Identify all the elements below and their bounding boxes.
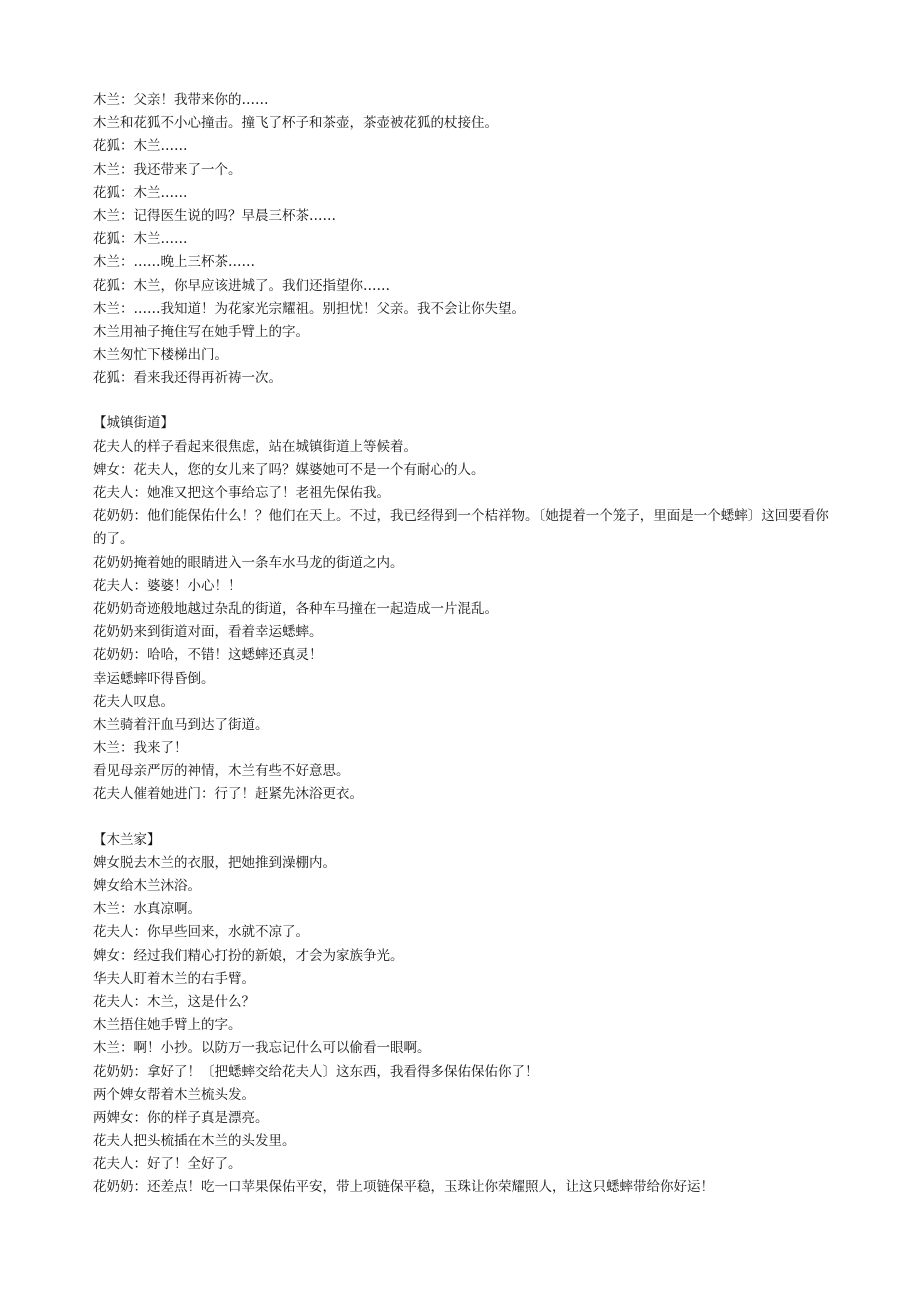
text-line: 花奶奶：哈哈，不错！这蟋蟀还真灵！ (93, 647, 323, 664)
text-line: 木兰用袖子掩住写在她手臂上的字。 (93, 323, 309, 340)
text-line: 花奶奶掩着她的眼睛进入一条车水马龙的街道之内。 (93, 554, 404, 571)
text-line: 看见母亲严厉的神情，木兰有些不好意思。 (93, 763, 350, 780)
text-line: 花夫人叹息。 (93, 693, 174, 710)
text-line: 木兰：记得医生说的吗？早晨三杯茶…… (93, 207, 336, 224)
text-line: 花夫人：你早些回来，水就不凉了。 (93, 924, 309, 941)
text-line: 木兰骑着汗血马到达了街道。 (93, 716, 269, 733)
section-gap (93, 807, 833, 829)
text-line: 两婢女：你的样子真是漂亮。 (93, 1109, 269, 1126)
text-line: 木兰：啊！小抄。以防万一我忘记什么可以偷看一眼啊。 (93, 1040, 431, 1057)
text-line: 花狐：看来我还得再祈祷一次。 (93, 370, 282, 387)
text-line: 花夫人催着她进门：行了！赶紧先沐浴更衣。 (93, 786, 363, 803)
text-line: 花夫人把头梳插在木兰的头发里。 (93, 1133, 296, 1150)
text-line: 木兰：父亲！我带来你的…… (93, 92, 269, 108)
text-line: 婢女给木兰沐浴。 (93, 878, 201, 895)
text-line: 花狐：木兰…… (93, 184, 188, 201)
text-line: 花奶奶：还差点！吃一口苹果保佑平安，带上项链保平稳，玉珠让你荣耀照人，让这只蟋蟀带给你好运！ (93, 1179, 714, 1196)
text-line: 花奶奶：拿好了！〔把蟋蟀交给花夫人〕这东西，我看得多保佑保佑你了！ (93, 1063, 539, 1080)
text-line: 华夫人盯着木兰的右手臂。 (93, 970, 255, 987)
text-line: 木兰：水真凉啊。 (93, 901, 201, 918)
text-line: 花狐：木兰…… (93, 138, 188, 155)
text-line: 婢女脱去木兰的衣服，把她推到澡棚内。 (93, 854, 336, 871)
text-line: 花夫人的样子看起来很焦虑，站在城镇街道上等候着。 (93, 438, 417, 455)
script-text (93, 89, 833, 1200)
scene-3 (93, 829, 833, 1200)
text-line: 花狐：木兰…… (93, 231, 188, 248)
text-line: 花夫人：婆婆！小心！！ (93, 577, 242, 594)
text-line: 婢女：花夫人，您的女儿来了吗？媒婆她可不是一个有耐心的人。 (93, 461, 485, 478)
text-line: 两个婢女帮着木兰梳头发。 (93, 1086, 255, 1103)
text-line: 木兰：我还带来了一个。 (93, 161, 242, 178)
text-line: 木兰：……晚上三杯茶…… (93, 254, 255, 271)
text-line: 花奶奶：他们能保佑什么！？他们在天上。不过，我已经得到一个桔祥物。〔她提着一个笼子，里面是一个蟋蟀〕这回要看你的了。 (93, 508, 829, 548)
text-line: 木兰：我来了！ (93, 740, 188, 757)
text-line: 花奶奶奇迹般地越过杂乱的街道，各种车马撞在一起造成一片混乱。 (93, 600, 498, 617)
text-line: 木兰捂住她手臂上的字。 (93, 1017, 242, 1034)
section-gap (93, 390, 833, 412)
text-line: 花夫人：好了！全好了。 (93, 1156, 242, 1173)
scene-heading: 【城镇街道】 (93, 415, 174, 432)
text-line: 木兰和花狐不小心撞击。撞飞了杯子和茶壶，茶壶被花狐的杖接住。 (93, 115, 498, 132)
text-line: 木兰：……我知道！为花家光宗耀祖。别担忧！父亲。我不会让你失望。 (93, 300, 525, 317)
text-line: 花夫人：她准又把这个事给忘了！老祖先保佑我。 (93, 485, 390, 501)
scene-heading: 【木兰家】 (93, 831, 161, 848)
text-line: 花夫人：木兰，这是什么？ (93, 993, 255, 1010)
text-line: 婢女：经过我们精心打扮的新娘，才会为家族争光。 (93, 947, 404, 964)
text-line: 花奶奶来到街道对面，看着幸运蟋蟀。 (93, 624, 323, 641)
text-line: 花狐：木兰，你早应该进城了。我们还指望你…… (93, 277, 390, 294)
text-line: 木兰匆忙下楼梯出门。 (93, 347, 228, 364)
scene-1 (93, 89, 833, 390)
scene-2 (93, 412, 833, 806)
text-line: 幸运蟋蟀吓得昏倒。 (93, 670, 215, 687)
